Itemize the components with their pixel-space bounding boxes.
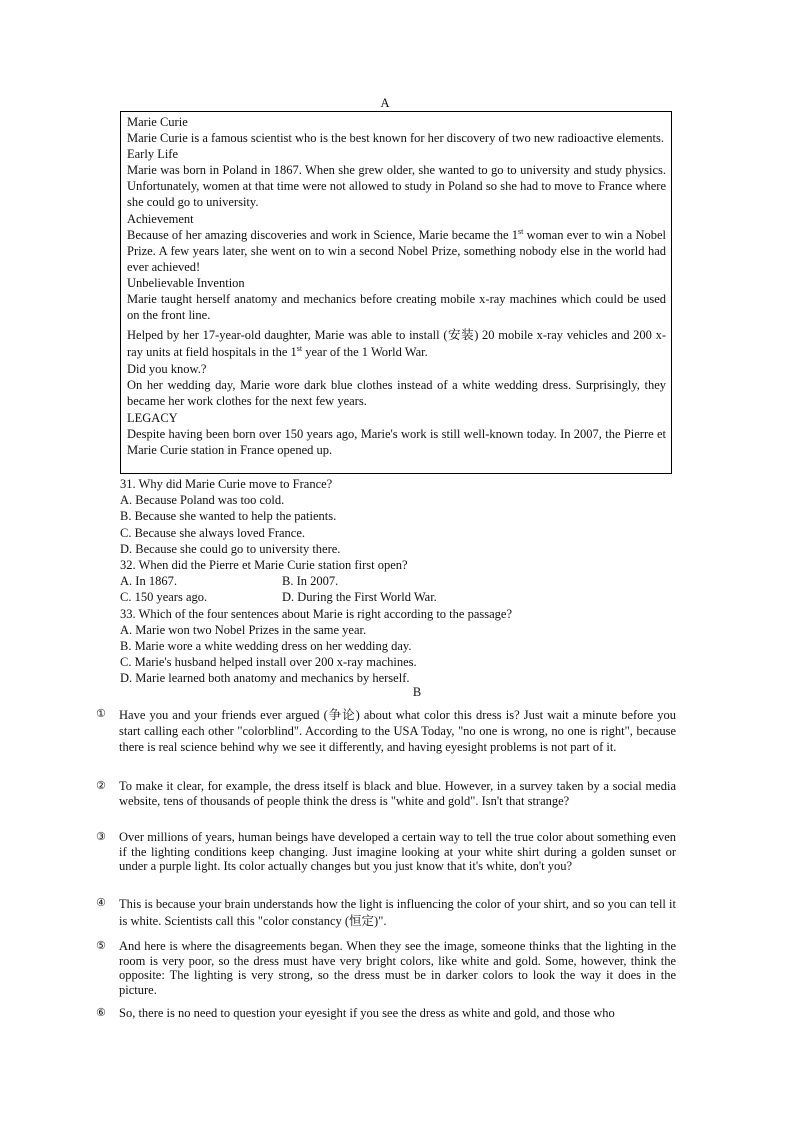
paragraph-4-text: This is because your brain understands how the light is influencing the color of your shirt, and so you can tell it is white. Scientists call this "color constancy (恒定)".	[119, 897, 676, 928]
question-31-option-c: C. Because she always loved France.	[120, 525, 306, 540]
achievement-heading: Achievement	[127, 211, 194, 226]
question-33-option-c: C. Marie's husband helped install over 200 x-ray machines.	[120, 655, 417, 670]
paragraph-6-number: ⑥	[96, 1006, 106, 1019]
achievement-text-2: woman ever to win a Nobel Prize. A few years later, she went on to win a second Nobel Prize, something nobody else in the world had ever achieved!	[127, 227, 666, 274]
paragraph-2-text: To make it clear, for example, the dress itself is black and blue. However, in a survey taken by a social media website, tens of thousands of people think the dress is "white and gold". Isn't that strange?	[119, 779, 676, 808]
question-32-option-c: C. 150 years ago.	[120, 590, 208, 605]
helped-sup: st	[296, 344, 303, 354]
question-33-option-d: D. Marie learned both anatomy and mechanics by herself.	[120, 671, 410, 686]
question-32-option-b: B. In 2007.	[282, 574, 339, 589]
invention-heading: Unbelievable Invention	[127, 275, 245, 290]
achievement-sup: st	[518, 226, 524, 236]
paragraph-3-text: Over millions of years, human beings have developed a certain way to tell the true color about something even if the lighting conditions keep changing. Just imagine looking at your white shirt during a golden sunset or under a purple light. Its color actually changes but you just know that it's white, don't you?	[119, 830, 676, 874]
early-life-text: Marie was born in Poland in 1867. When she grew older, she wanted to go to university and study physics. Unfortunately, women at that time were not allowed to study in Poland so she had to move to France where she could go to university.	[127, 163, 666, 210]
paragraph-2-number: ②	[96, 779, 106, 792]
box-intro: Marie Curie is a famous scientist who is the best known for her discovery of two new radioactive elements.	[127, 131, 665, 146]
box-title: Marie Curie	[127, 115, 188, 129]
paragraph-1-text: Have you and your friends ever argued (争论) about what color this dress is? Just wait a minute before you start calling each other "colorblind". According to the USA Today, "no one is wrong, no one is right", because there is real science behind why we see it differently, and having eyesight problems is not part of it.	[119, 708, 676, 754]
question-33-option-b: B. Marie wore a white wedding dress on her wedding day.	[120, 639, 412, 654]
question-33: 33. Which of the four sentences about Marie is right according to the passage?	[120, 606, 513, 621]
section-b-label: B	[412, 685, 422, 699]
paragraph-5	[96, 939, 676, 997]
legacy-text: Despite having been born over 150 years ago, Marie's work is still well-known today. In 2007, the Pierre et Marie Curie station in France opened up.	[127, 426, 666, 457]
achievement-text	[127, 227, 666, 275]
paragraph-1	[96, 707, 676, 755]
paragraph-1-number: ①	[96, 707, 106, 720]
paragraph-6-text: So, there is no need to question your eyesight if you see the dress as white and gold, and those who	[119, 1006, 615, 1020]
early-life-heading: Early Life	[127, 147, 179, 162]
paragraph-4-number: ④	[96, 896, 106, 909]
legacy-heading: LEGACY	[127, 410, 178, 425]
helped-text-2: year of the 1 World War.	[302, 345, 428, 360]
helped-text	[127, 327, 666, 361]
did-you-know-heading: Did you know.?	[127, 362, 207, 377]
section-a-label: A	[380, 96, 390, 110]
achievement-text-1: Because of her amazing discoveries and work in Science, Marie became the 1	[127, 227, 519, 242]
paragraph-2	[96, 779, 676, 808]
question-32-option-a: A. In 1867.	[120, 574, 177, 589]
question-31-option-b: B. Because she wanted to help the patients.	[120, 509, 337, 524]
paragraph-3	[96, 830, 676, 874]
questions-block	[120, 476, 680, 687]
helped-text-1: Helped by her 17-year-old daughter, Marie was able to install (安装) 20 mobile x-ray vehicles and 200 x-ray units at field hospitals in the 1	[127, 328, 666, 360]
question-32-row-2	[120, 589, 680, 605]
question-32-row-1	[120, 573, 680, 589]
paragraph-5-number: ⑤	[96, 939, 106, 952]
paragraph-4	[96, 896, 676, 929]
question-31: 31. Why did Marie Curie move to France?	[120, 477, 333, 491]
question-31-option-a: A. Because Poland was too cold.	[120, 493, 285, 508]
question-32: 32. When did the Pierre et Marie Curie station first open?	[120, 558, 408, 573]
question-32-option-d: D. During the First World War.	[282, 590, 437, 605]
paragraph-5-text: And here is where the disagreements began. When they see the image, someone thinks that the lighting in the room is very poor, so the dress must have very bright colors, like white and gold. Some, however, think the opposite: The lighting is very strong, so the dress must be in darker colors to look the way it does in the picture.	[119, 939, 676, 997]
invention-text: Marie taught herself anatomy and mechanics before creating mobile x-ray machines which could be used on the front line.	[127, 292, 666, 323]
marie-curie-box	[120, 111, 672, 474]
paragraph-6	[96, 1006, 676, 1021]
question-31-option-d: D. Because she could go to university there.	[120, 541, 341, 556]
paragraph-3-number: ③	[96, 830, 106, 843]
question-33-option-a: A. Marie won two Nobel Prizes in the same year.	[120, 622, 367, 637]
did-you-know-text: On her wedding day, Marie wore dark blue clothes instead of a white wedding dress. Surprisingly, they became her work clothes for the next few years.	[127, 378, 666, 409]
